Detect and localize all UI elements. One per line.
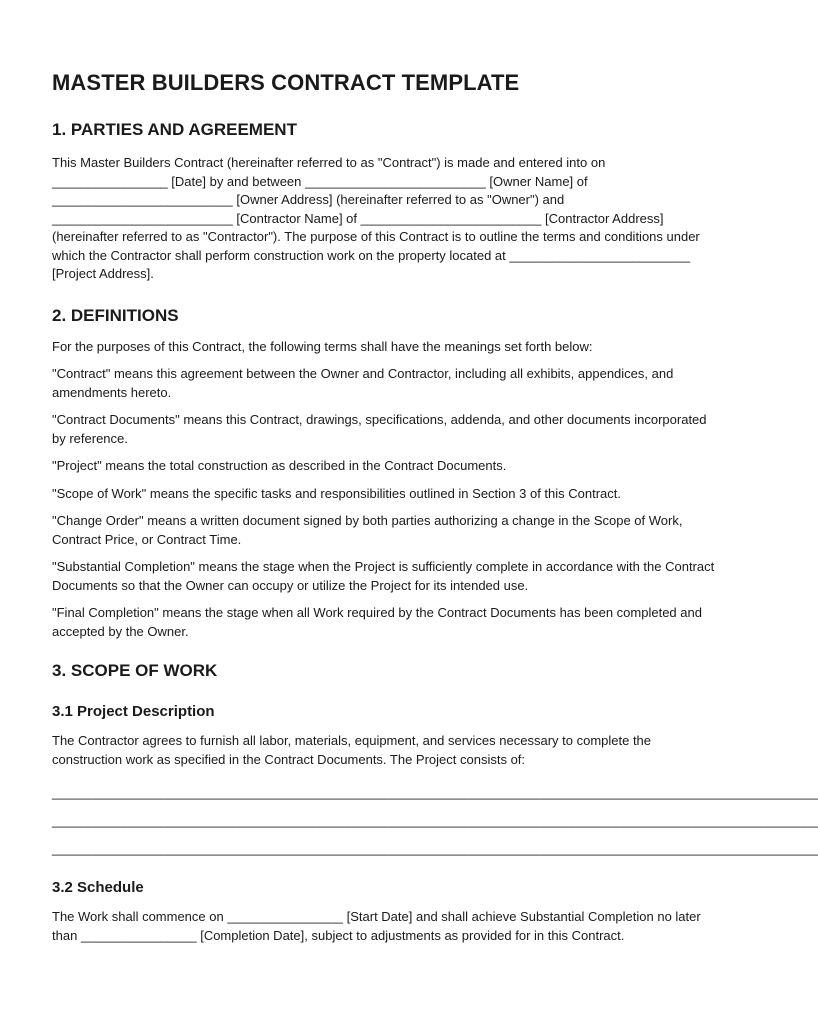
definition-item: "Scope of Work" means the specific tasks and responsibilities outlined in Section 3 of this Contract.	[52, 485, 621, 501]
parties-paragraph: This Master Builders Contract (hereinafter referred to as "Contract") is made and entered into on ________________ [Date] by and between _________________________ [Owner Name] of _________________________ [Owner Address] (hereinafter referred to as "Owner") and _________________________ [Contractor Name] of _________________________ [Contractor Address] (hereinafter referred to as "Contractor"). The purpose of this Contract is to outline the terms and conditions under which the Contractor shall perform construction work on the property located at _________________________ [Project Address].	[52, 155, 700, 281]
section-heading-parties: 1. PARTIES AND AGREEMENT	[52, 120, 297, 139]
definition-item: "Contract" means this agreement between the Owner and Contractor, including all exhibits, appendices, and amendments hereto.	[52, 366, 674, 400]
definition-item: "Final Completion" means the stage when all Work required by the Contract Documents has been completed and accepted by the Owner.	[52, 605, 702, 639]
section-heading-scope: 3. SCOPE OF WORK	[52, 661, 218, 680]
definition-item: "Contract Documents" means this Contract, drawings, specifications, addenda, and other documents incorporated by reference.	[52, 412, 707, 446]
definition-item: "Project" means the total construction as described in the Contract Documents.	[52, 458, 507, 473]
blank-fill-line: __________________________________________________________________________________________________________	[52, 813, 818, 828]
blank-fill-line: __________________________________________________________________________________________________________	[52, 785, 818, 800]
schedule-paragraph: The Work shall commence on ________________ [Start Date] and shall achieve Substantial Completion no later than ________________ [Completion Date], subject to adjustments as provided for in this Contract.	[52, 909, 701, 943]
section-heading-definitions: 2. DEFINITIONS	[52, 305, 179, 325]
subsection-heading-project-description: 3.1 Project Description	[52, 703, 215, 720]
project-description-paragraph: The Contractor agrees to furnish all labor, materials, equipment, and services necessary to complete the construction work as specified in the Contract Documents. The Project consists of:	[52, 733, 652, 767]
definitions-intro: For the purposes of this Contract, the following terms shall have the meanings set forth below:	[52, 338, 593, 354]
subsection-heading-schedule: 3.2 Schedule	[52, 879, 144, 896]
definition-item: "Change Order" means a written document signed by both parties authorizing a change in the Scope of Work, Contract Price, or Contract Time.	[52, 513, 683, 547]
blank-fill-line: __________________________________________________________________________________________________________	[52, 841, 818, 856]
definition-item: "Substantial Completion" means the stage when the Project is sufficiently complete in accordance with the Contract Documents so that the Owner can occupy or utilize the Project for its intended use.	[52, 559, 715, 593]
document-title: MASTER BUILDERS CONTRACT TEMPLATE	[52, 70, 520, 95]
project-description-blank-lines	[52, 779, 818, 863]
